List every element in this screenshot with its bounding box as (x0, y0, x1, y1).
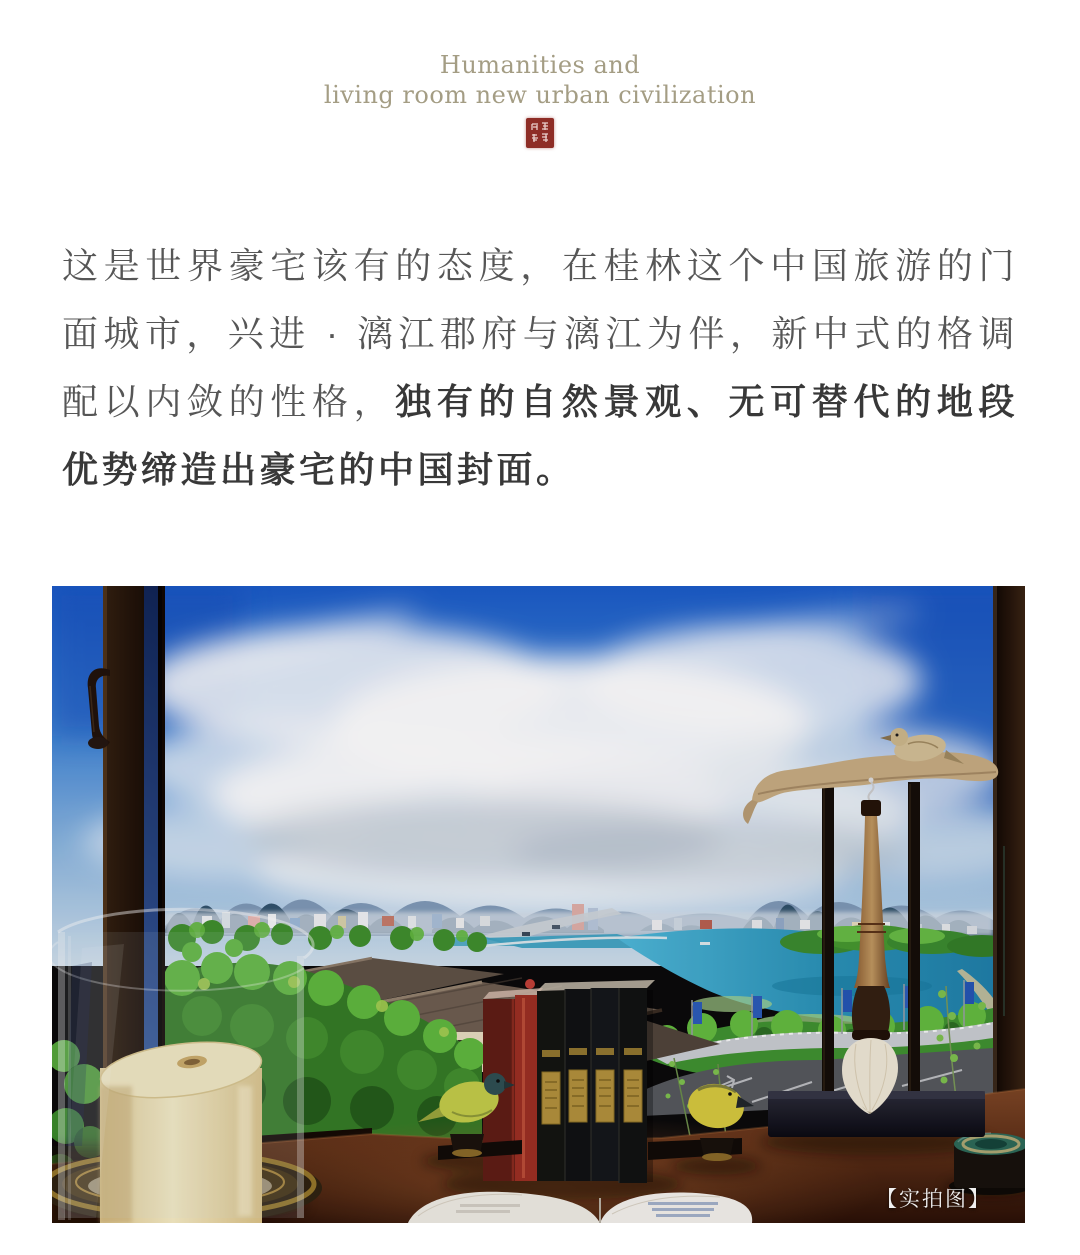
paragraph-line: 这是世界豪宅该有的态度，在桂林这个中国旅游的门 (62, 245, 1018, 286)
paragraph-line: 面城市，兴进 · 漓江郡府与漓江为伴，新中式的格调 (62, 313, 1018, 354)
paragraph-line (62, 368, 1018, 436)
paragraph-normal-text: 配以内敛的性格， (62, 381, 396, 422)
header-line-2: living room new urban civilization (323, 81, 757, 109)
header (0, 0, 1080, 148)
header-line-1: Humanities and (439, 51, 641, 79)
photo-vignette (52, 586, 1025, 1223)
photo-caption: 【实拍图】 (876, 1188, 991, 1211)
paragraph-bold-text: 独有的自然景观、无可替代的地段 (395, 381, 1018, 422)
window-view-scene (52, 586, 1025, 1223)
seal-stamp-icon (526, 118, 554, 148)
body-paragraph (62, 232, 1018, 504)
hero-photo (52, 586, 1025, 1223)
paragraph-line: 优势缔造出豪宅的中国封面。 (62, 449, 576, 490)
seal-marks (529, 121, 551, 145)
